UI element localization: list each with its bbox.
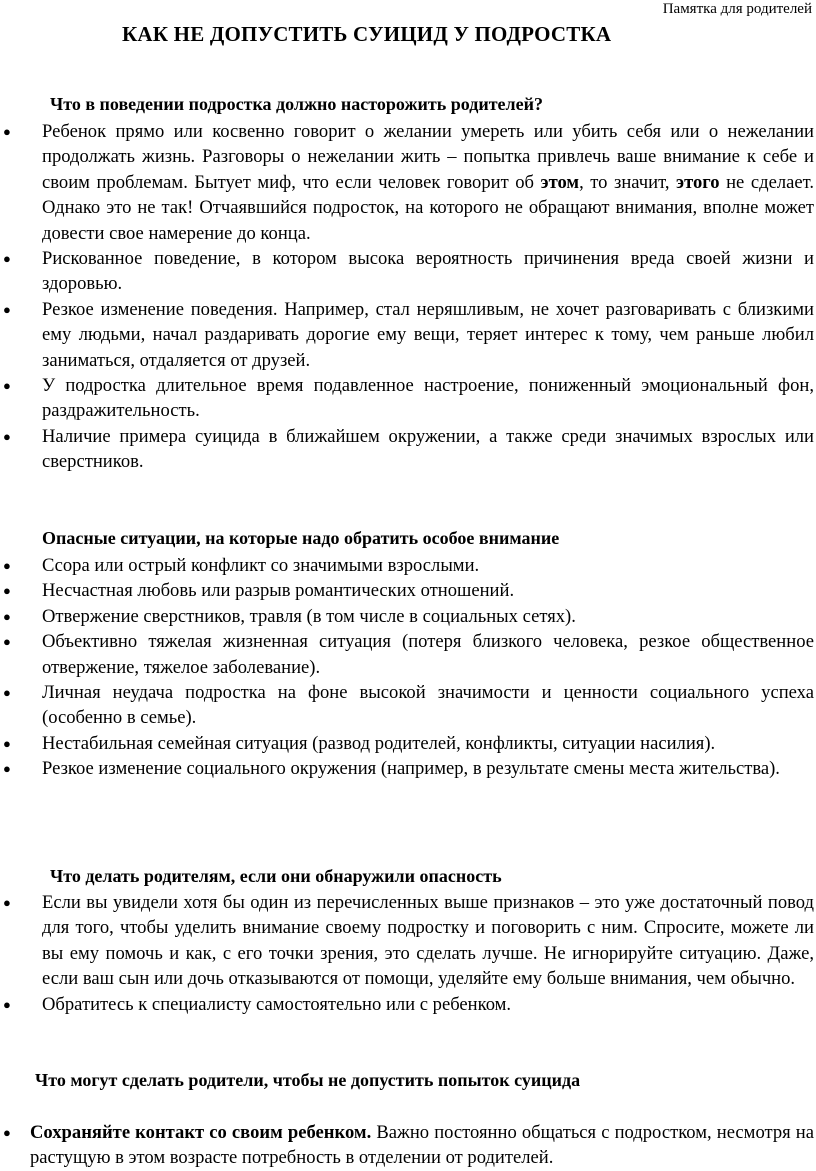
list-item: ● Если вы увидели хотя бы один из перечисленных выше признаков – это уже достаточный повод для того, чтобы уделить внимание своему подростку и поговорить с ним. Спросите, можете ли вы ему помочь и как, с его точки зрения, это сделать лучше. Не игнорируйте ситуацию. Даже, если ваш сын или дочь отказываются от помощи, уделяйте ему больше внимания, чем обычно. bbox=[3, 892, 814, 990]
list-item: ● Рискованное поведение, в котором высока вероятность причинения вреда своей жизни и здоровью. bbox=[3, 248, 814, 295]
list-item: ● Обратитесь к специалисту самостоятельно или с ребенком. bbox=[0, 992, 816, 1017]
list-item: ● Резкое изменение поведения. Например, стал неряшливым, не хочет разговаривать с близкими ему людьми, начал раздаривать дорогие ему вещи, теряет интерес к тому, чем раньше любил заниматься, отдаляется от друзей. bbox=[3, 298, 814, 371]
list-item: ● Отвержение сверстников, травля (в том числе в социальных сетях). bbox=[0, 604, 816, 629]
list-item: ● У подростка длительное время подавленное настроение, пониженный эмоциональный фон, раздражительность. bbox=[3, 375, 814, 422]
list-item: ● Сохраняйте контакт со своим ребенком. Важно постоянно общаться с подростком, несмотря на растущую в этом возрасте потребность в отделении от родителей. bbox=[3, 1122, 815, 1169]
dangerous-situations-list bbox=[0, 553, 816, 782]
warning-signs-list bbox=[0, 119, 816, 475]
bullet-icon: ● bbox=[3, 583, 11, 599]
bullet-icon: ● bbox=[3, 996, 11, 1012]
section-heading-dangerous-situations: Опасные ситуации, на которые надо обратить особое внимание bbox=[42, 528, 560, 548]
bullet-icon: ● bbox=[3, 251, 11, 267]
bullet-icon: ● bbox=[3, 685, 11, 701]
bullet-icon: ● bbox=[3, 301, 11, 317]
bullet-icon: ● bbox=[3, 124, 11, 139]
list-item: ● Ребенок прямо или косвенно говорит о желании умереть или убить себя или о нежелании продолжать жизнь. Разговоры о нежелании жить – попытка привлечь ваше внимание к себе и своим проблемам. Бытует миф, что если человек говорит об этом, то значит, этого не сделает. Однако это не так! Отчаявшийся подросток, на которого не обращают внимания, вполне может довести свое намерение до конца. bbox=[3, 121, 814, 244]
list-item: ● Объективно тяжелая жизненная ситуация (потеря близкого человека, резкое общественное отвержение, тяжелое заболевание). bbox=[3, 631, 814, 678]
page-title: КАК НЕ ДОПУСТИТЬ СУИЦИД У ПОДРОСТКА bbox=[122, 22, 612, 46]
bullet-icon: ● bbox=[3, 634, 11, 650]
section-heading-prevention: Что могут сделать родители, чтобы не допустить попыток суицида bbox=[35, 1070, 581, 1090]
list-item: ● Ссора или острый конфликт со значимыми взрослыми. bbox=[0, 553, 816, 578]
bullet-icon: ● bbox=[3, 735, 11, 751]
list-item: ● Резкое изменение социального окружения (например, в результате смены места жительства). bbox=[0, 756, 816, 781]
what-to-do-list bbox=[0, 890, 816, 1017]
section-heading-warning-signs: Что в поведении подростка должно насторожить родителей? bbox=[50, 94, 543, 114]
section-heading-what-to-do: Что делать родителям, если они обнаружили опасность bbox=[50, 866, 502, 886]
prevention-list bbox=[0, 1120, 816, 1171]
bullet-icon: ● bbox=[3, 378, 11, 394]
bullet-icon: ● bbox=[3, 558, 11, 573]
bullet-icon: ● bbox=[3, 761, 11, 777]
memo-label: Памятка для родителей bbox=[662, 1, 812, 17]
bullet-icon: ● bbox=[3, 608, 11, 624]
bullet-icon: ● bbox=[3, 1125, 11, 1140]
list-item: ● Несчастная любовь или разрыв романтических отношений. bbox=[0, 578, 816, 603]
list-item: ● Нестабильная семейная ситуация (развод родителей, конфликты, ситуации насилия). bbox=[0, 731, 816, 756]
list-item: ● Личная неудача подростка на фоне высокой значимости и ценности социального успеха (особенно в семье). bbox=[3, 682, 814, 729]
bullet-icon: ● bbox=[3, 895, 11, 910]
list-item: ● Наличие примера суицида в ближайшем окружении, а также среди значимых взрослых или сверстников. bbox=[3, 425, 814, 473]
bullet-icon: ● bbox=[3, 428, 11, 444]
